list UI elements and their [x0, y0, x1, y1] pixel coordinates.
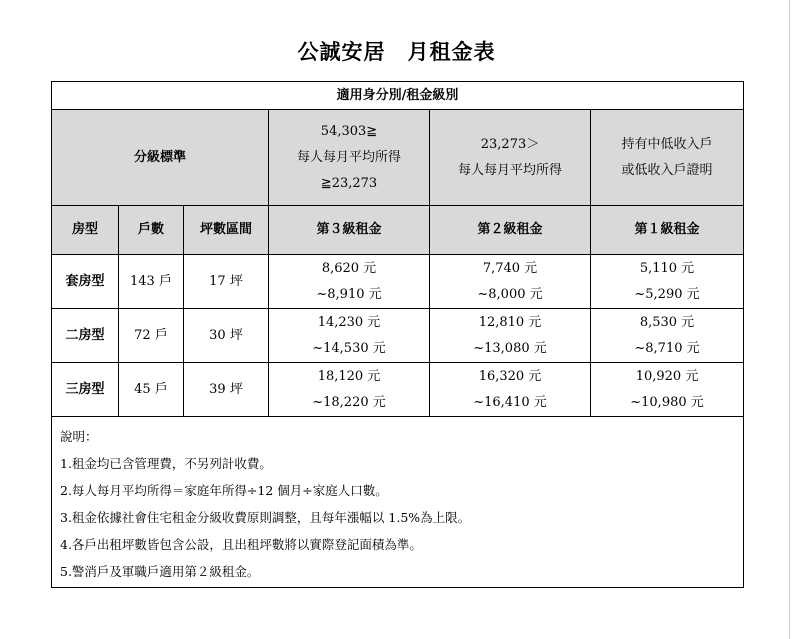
col-header-level-1: 第１級租金 — [591, 206, 744, 255]
criteria-level-2: 23,273＞ 每人每月平均所得 — [430, 110, 591, 206]
rent-level-2: 12,810 元 ~13,080 元 — [430, 309, 591, 363]
unit-count: 72 戶 — [119, 309, 184, 363]
group-header-row — [52, 82, 744, 110]
note-item: 2.每人每月平均所得＝家庭年所得÷12 個月÷家庭人口數。 — [60, 483, 388, 498]
table-row — [52, 309, 744, 363]
table-row — [52, 255, 744, 309]
rent-level-1: 5,110 元 ~5,290 元 — [591, 255, 744, 309]
room-type: 三房型 — [52, 363, 119, 417]
rent-level-3: 18,120 元 ~18,220 元 — [269, 363, 430, 417]
room-type: 套房型 — [52, 255, 119, 309]
group-header: 適用身分別/租金級別 — [52, 82, 744, 110]
note-item: 3.租金依據社會住宅租金分級收費原則調整，且每年漲幅以 1.5%為上限。 — [60, 510, 471, 525]
size-range: 17 坪 — [184, 255, 269, 309]
unit-count: 45 戶 — [119, 363, 184, 417]
rent-level-1: 10,920 元 ~10,980 元 — [591, 363, 744, 417]
room-type: 二房型 — [52, 309, 119, 363]
criteria-level-1: 持有中低收入戶 或低收入戶證明 — [591, 110, 744, 206]
rent-level-2: 7,740 元 ~8,000 元 — [430, 255, 591, 309]
note-item: 4.各戶出租坪數皆包含公設，且出租坪數將以實際登記面積為準。 — [60, 537, 422, 552]
unit-count: 143 戶 — [119, 255, 184, 309]
notes-title: 說明： — [60, 429, 98, 444]
col-header-level-3: 第３級租金 — [269, 206, 430, 255]
note-item: 1.租金均已含管理費，不另列計收費。 — [60, 456, 272, 471]
criteria-row — [52, 110, 744, 206]
criteria-label: 分級標準 — [52, 110, 269, 206]
notes-row — [52, 417, 744, 588]
notes — [52, 417, 744, 588]
size-range: 30 坪 — [184, 309, 269, 363]
note-item: 5.警消戶及軍職戶適用第２級租金。 — [60, 564, 260, 579]
criteria-level-3: 54,303≧ 每人每月平均所得 ≧23,273 — [269, 110, 430, 206]
col-header-type: 房型 — [52, 206, 119, 255]
size-range: 39 坪 — [184, 363, 269, 417]
column-header-row — [52, 206, 744, 255]
page-title: 公誠安居 月租金表 — [297, 39, 496, 64]
rent-level-3: 14,230 元 ~14,530 元 — [269, 309, 430, 363]
col-header-level-2: 第２級租金 — [430, 206, 591, 255]
rent-level-3: 8,620 元 ~8,910 元 — [269, 255, 430, 309]
col-header-units: 戶數 — [119, 206, 184, 255]
rent-level-2: 16,320 元 ~16,410 元 — [430, 363, 591, 417]
rent-level-1: 8,530 元 ~8,710 元 — [591, 309, 744, 363]
col-header-size: 坪數區間 — [184, 206, 269, 255]
page-edge-rule — [789, 0, 790, 639]
table-row — [52, 363, 744, 417]
rent-table — [51, 81, 744, 588]
